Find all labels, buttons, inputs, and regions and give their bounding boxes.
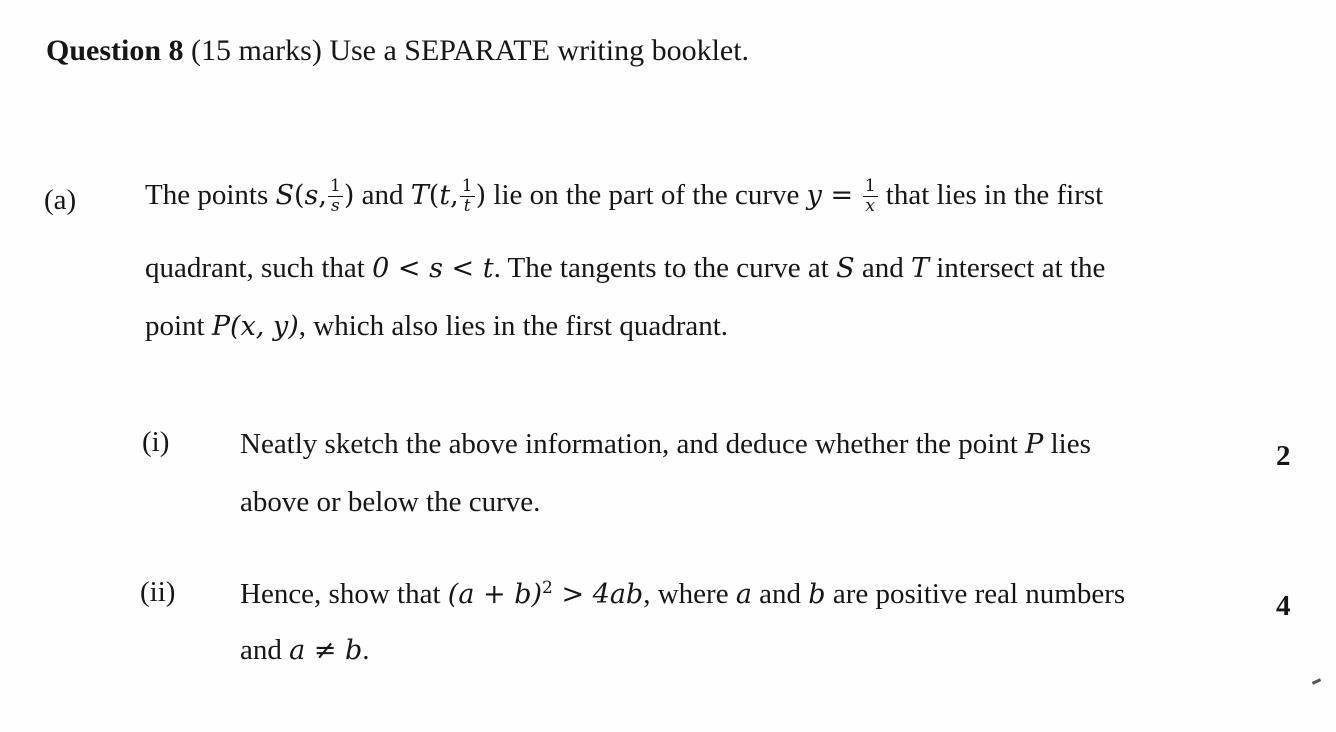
part-ii-line-2: and a ≠ b. xyxy=(240,634,370,666)
part-i-line-2: above or below the curve. xyxy=(240,486,541,518)
margin-stray-mark xyxy=(1312,678,1321,685)
part-a-line-2: quadrant, such that 0 < s < t. The tangents to the curve at S and T intersect at the xyxy=(145,252,1106,284)
inequality-expression: $(a + b)^2 > 4ab$ xyxy=(447,578,644,610)
part-a-line-3: point P(x, y), which also lies in the first quadrant. xyxy=(145,310,729,342)
part-ii-marks: 4 xyxy=(1276,590,1291,622)
part-ii-label: (ii) xyxy=(140,576,176,608)
part-i-line-1: Neatly sketch the above information, and deduce whether the point P lies xyxy=(240,428,1091,460)
part-i-marks: 2 xyxy=(1276,440,1291,472)
question-heading xyxy=(46,34,749,68)
question-number: Question 8 xyxy=(46,34,184,67)
part-ii-line-1: Hence, show that $(a + b)^2 > 4ab$, where a and b are positive real numbers xyxy=(240,578,1126,610)
part-i-label: (i) xyxy=(142,426,170,458)
part-a-line-1: The points S(s, $\frac{1}{s}$ ) and T(t, $\frac{1}{t}$ ) lie on the part of the curve y = $\frac{1}{x}$ that lies in the first xyxy=(145,176,1104,216)
fraction-one-over-s: $\frac{1}{s}$ xyxy=(330,176,341,216)
part-a-label: (a) xyxy=(44,184,77,216)
fraction-one-over-x: $\frac{1}{x}$ xyxy=(864,176,876,216)
question-instructions: (15 marks) Use a SEPARATE writing booklet. xyxy=(191,34,750,67)
fraction-one-over-t: $\frac{1}{t}$ xyxy=(461,176,473,216)
